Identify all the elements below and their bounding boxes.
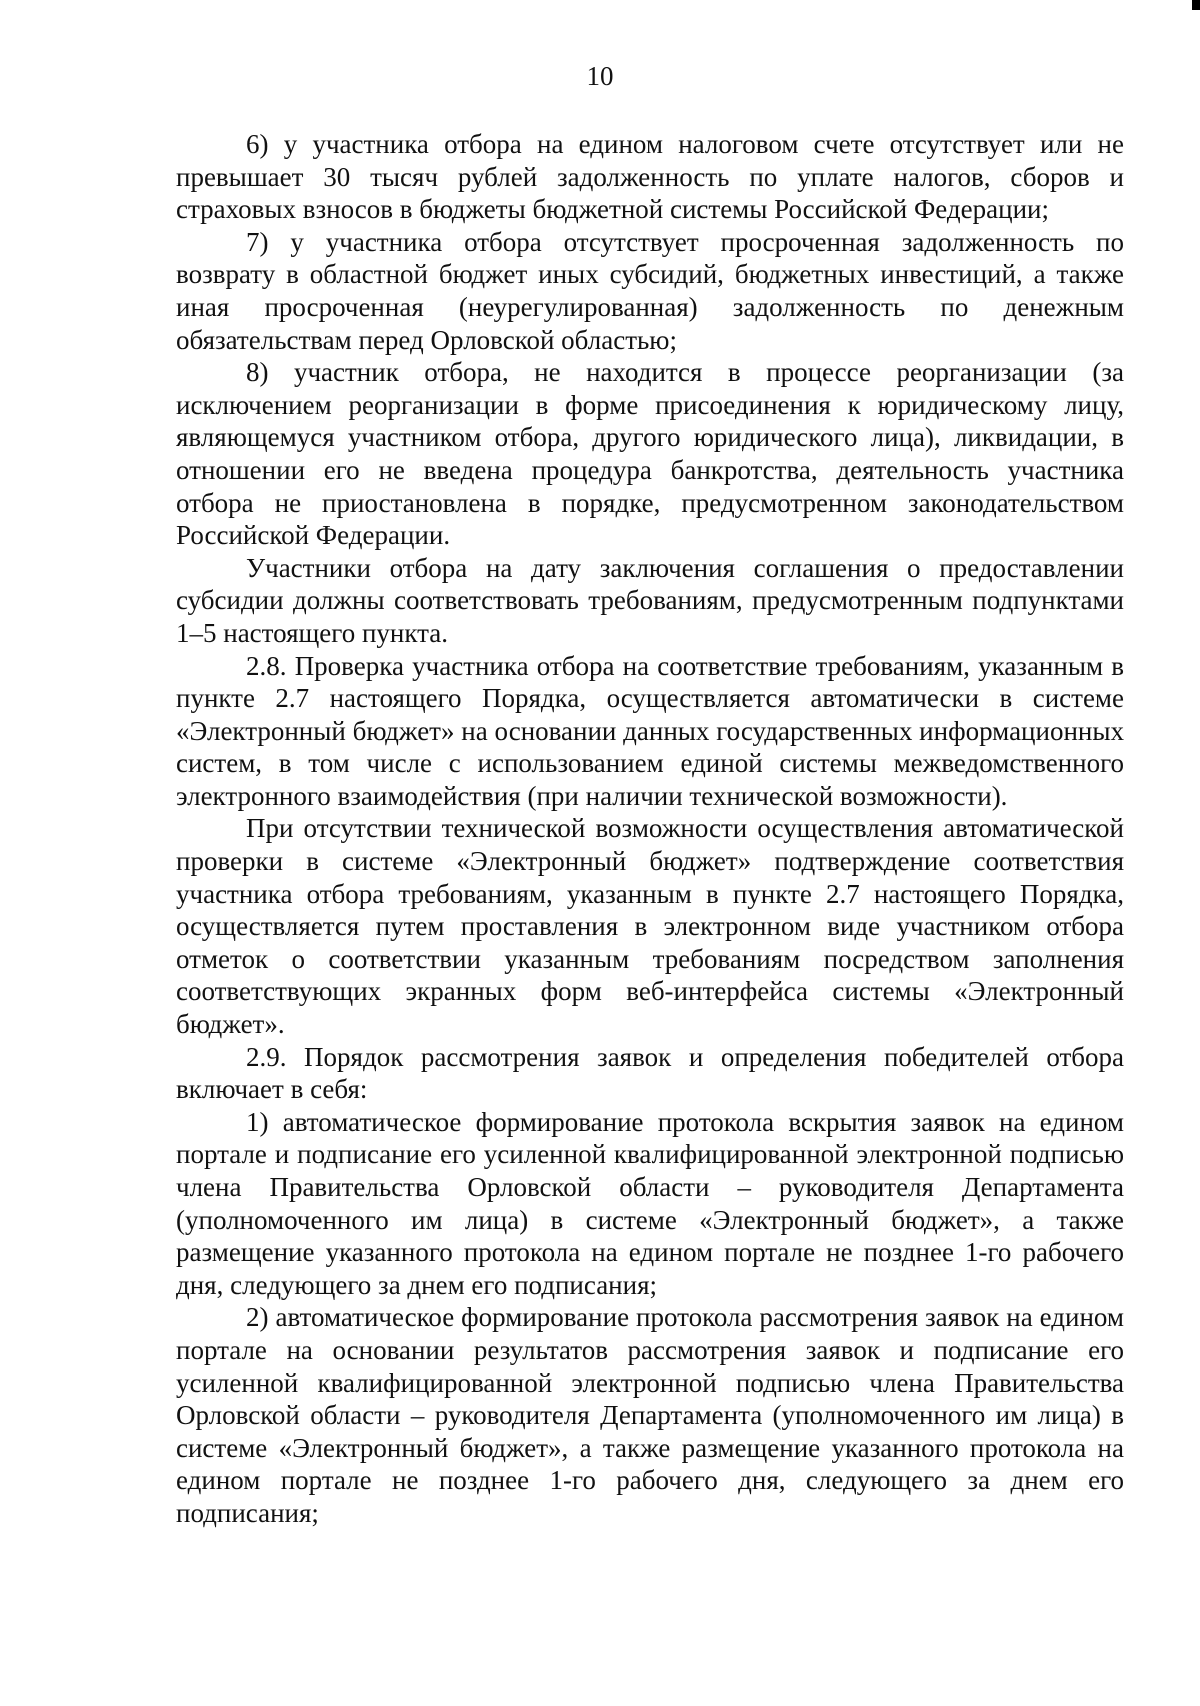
page-number: 10 [586, 61, 614, 91]
paragraph-item-6: 6) у участника отбора на едином налоговом счете отсутствует или не превышает 30 тысяч рублей задолженность по уплате налогов, сборов и страховых взносов в бюджеты бюджетной системы Российской Федерации; [176, 129, 1124, 225]
paragraph-participants-requirements: Участники отбора на дату заключения соглашения о предоставлении субсидии должны соответствовать требованиям, предусмотренным подпунктами 1–5 настоящего пункта. [176, 552, 1124, 648]
paragraph-2-9: 2.9. Порядок рассмотрения заявок и определения победителей отбора включает в себя: [176, 1041, 1124, 1105]
scan-edge-mark [1192, 0, 1200, 10]
paragraph-2-8: 2.8. Проверка участника отбора на соответствие требованиям, указанным в пункте 2.7 настоящего Порядка, осуществляется автоматически в системе «Электронный бюджет» на основании данных государственных информационных систем, в том числе с использованием единой системы межведомственного электронного взаимодействия (при наличии технической возможности). [176, 650, 1124, 811]
document-body [176, 128, 1124, 1530]
paragraph-item-8: 8) участник отбора, не находится в процессе реорганизации (за исключением реорганизации в форме присоединения к юридическому лицу, являющемуся участником отбора, другого юридического лица), ликвидации, в отношении его не введена процедура банкротства, деятельность участника отбора не приостановлена в порядке, предусмотренном законодательством Российской Федерации. [176, 357, 1124, 551]
paragraph-item-7: 7) у участника отбора отсутствует просроченная задолженность по возврату в областной бюджет иных субсидий, бюджетных инвестиций, а также иная просроченная (неурегулированная) задолженность по денежным обязательствам перед Орловской областью; [176, 226, 1124, 355]
paragraph-manual-verification: При отсутствии технической возможности осуществления автоматической проверки в системе «Электронный бюджет» подтверждение соответствия участника отбора требованиям, указанным в пункте 2.7 настоящего Порядка, осуществляется путем проставления в электронном виде участником отбора отметок о соответствии указанным требованиям посредством заполнения соответствующих экранных форм веб-интерфейса системы «Электронный бюджет». [176, 813, 1124, 1040]
paragraph-2-9-item-2: 2) автоматическое формирование протокола рассмотрения заявок на едином портале на основании результатов рассмотрения заявок и подписание его усиленной квалифицированной электронной подписью члена Правительства Орловской области – руководителя Департамента (уполномоченного им лица) в системе «Электронный бюджет», а также размещение указанного протокола на едином портале не позднее 1-го рабочего дня, следующего за днем его подписания; [176, 1302, 1124, 1528]
paragraph-2-9-item-1: 1) автоматическое формирование протокола вскрытия заявок на едином портале и подписание его усиленной квалифицированной электронной подписью члена Правительства Орловской области – руководителя Департамента (уполномоченного им лица) в системе «Электронный бюджет», а также размещение указанного протокола на едином портале не позднее 1-го рабочего дня, следующего за днем его подписания; [176, 1106, 1124, 1300]
